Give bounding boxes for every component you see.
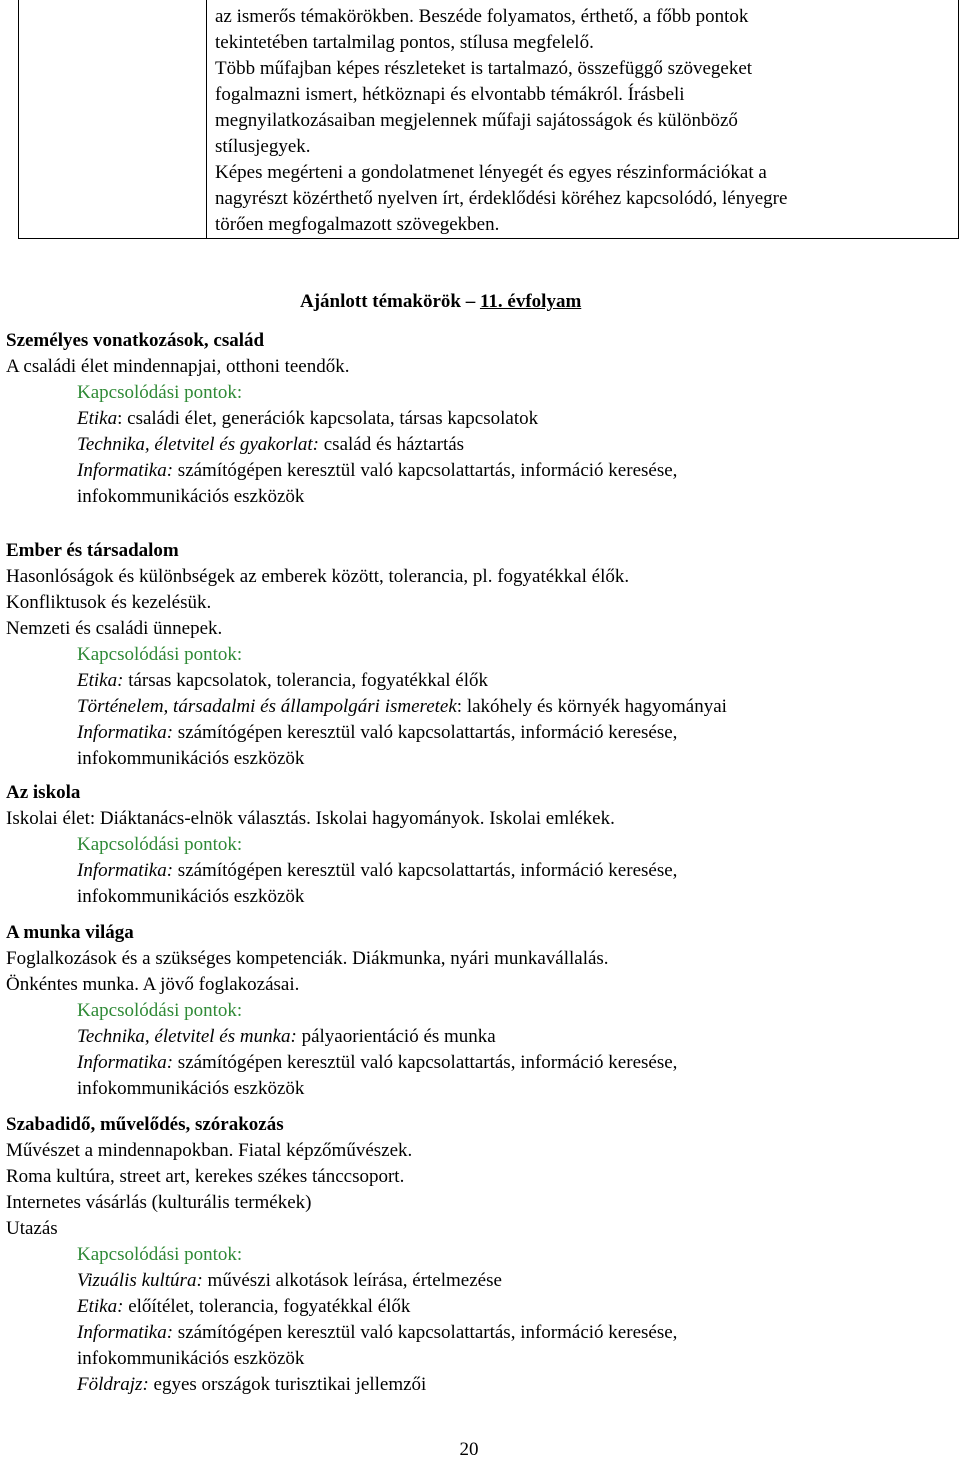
- connection-subject: Informatika:: [77, 1322, 174, 1343]
- topic-section: [6, 328, 946, 510]
- connection-text: család és háztartás: [319, 434, 465, 455]
- section-spacer: [6, 1102, 946, 1112]
- connection-subject: Informatika:: [77, 860, 174, 881]
- connection-subject: Etika: [77, 408, 118, 429]
- connection-line: [77, 458, 946, 484]
- connection-line: [77, 1024, 946, 1050]
- section-title: Ember és társadalom: [6, 540, 179, 561]
- connections-label: Kapcsolódási pontok:: [77, 1244, 243, 1265]
- connection-text: számítógépen keresztül való kapcsolattartás, információ keresése,: [173, 1322, 678, 1343]
- topic-line: Roma kultúra, street art, kerekes székes tánccsoport.: [6, 1166, 405, 1187]
- connection-subject: Etika:: [77, 1296, 124, 1317]
- description-line: stílusjegyek.: [215, 136, 311, 157]
- section-spacer: [6, 910, 946, 920]
- description-line: megnyilatkozásaiban megjelennek műfaji sajátosságok és különböző: [215, 110, 738, 131]
- topic-section: [6, 1112, 946, 1398]
- section-title: Az iskola: [6, 782, 81, 803]
- topic-line: Konfliktusok és kezelésük.: [6, 592, 212, 613]
- topic-line: Önkéntes munka. A jövő foglakozásai.: [6, 974, 300, 995]
- connection-subject: Informatika:: [77, 722, 174, 743]
- connection-text: infokommunikációs eszközök: [77, 748, 305, 769]
- connection-line: [77, 884, 946, 910]
- connection-line: [77, 484, 946, 510]
- connection-text: pályaorientáció és munka: [296, 1026, 496, 1047]
- description-line: az ismerős témakörökben. Beszéde folyamatos, érthető, a főbb pontok: [215, 6, 749, 27]
- connection-subject: Vizuális kultúra:: [77, 1270, 203, 1291]
- description-line: Képes megérteni a gondolatmenet lényegét és egyes részinformációkat a: [215, 162, 767, 183]
- connection-subject: Technika, életvitel és gyakorlat:: [77, 434, 319, 455]
- topic-line: Internetes vásárlás (kulturális termékek): [6, 1192, 312, 1213]
- connection-text: számítógépen keresztül való kapcsolattartás, információ keresése,: [173, 722, 678, 743]
- connection-text: : lakóhely és környék hagyományai: [456, 696, 727, 717]
- connection-line: [77, 1346, 946, 1372]
- competency-table: [18, 0, 959, 239]
- topic-section: [6, 538, 946, 772]
- topic-line: A családi élet mindennapjai, otthoni teendők.: [6, 356, 350, 377]
- topics-content: [6, 328, 946, 1398]
- connection-text: számítógépen keresztül való kapcsolattartás, információ keresése,: [173, 860, 678, 881]
- description-line: tekintetében tartalmilag pontos, stílusa megfelelő.: [215, 32, 594, 53]
- connection-subject: Informatika:: [77, 1052, 174, 1073]
- connection-line: [77, 1294, 946, 1320]
- section-spacer: [6, 772, 946, 780]
- topic-section: [6, 920, 946, 1102]
- connections-block: [6, 998, 946, 1102]
- connections-label: Kapcsolódási pontok:: [77, 1000, 243, 1021]
- page-heading: [300, 289, 581, 315]
- connections-label: Kapcsolódási pontok:: [77, 382, 243, 403]
- connection-text: egyes országok turisztikai jellemzői: [148, 1374, 427, 1395]
- connections-label: Kapcsolódási pontok:: [77, 834, 243, 855]
- topic-section: [6, 780, 946, 910]
- description-line: fogalmazni ismert, hétköznapi és elvontabb témákról. Írásbeli: [215, 84, 685, 105]
- competency-description-cell: [207, 0, 959, 239]
- topic-line: Foglalkozások és a szükséges kompetenciák. Diákmunka, nyári munkavállalás.: [6, 948, 609, 969]
- section-title: A munka világa: [6, 922, 134, 943]
- connection-subject: Informatika:: [77, 460, 174, 481]
- topic-line: Művészet a mindennapokban. Fiatal képzőművészek.: [6, 1140, 413, 1161]
- connection-line: [77, 1076, 946, 1102]
- description-line: Több műfajban képes részleteket is tartalmazó, összefüggő szövegeket: [215, 58, 753, 79]
- heading-prefix: Ajánlott témakörök –: [300, 291, 480, 312]
- section-title: Szabadidő, művelődés, szórakozás: [6, 1114, 284, 1135]
- connection-text: előítélet, tolerancia, fogyatékkal élők: [123, 1296, 411, 1317]
- connection-line: [77, 858, 946, 884]
- connection-subject: Etika:: [77, 670, 124, 691]
- competency-label-cell: [19, 0, 207, 239]
- connection-line: [77, 694, 946, 720]
- topic-line: Utazás: [6, 1218, 58, 1239]
- topic-line: Nemzeti és családi ünnepek.: [6, 618, 223, 639]
- connection-line: [77, 1372, 946, 1398]
- connection-text: művészi alkotások leírása, értelmezése: [202, 1270, 502, 1291]
- description-line: nagyrészt közérthető nyelven írt, érdeklődési köréhez kapcsolódó, lényegre: [215, 188, 788, 209]
- connection-line: [77, 1320, 946, 1346]
- connections-block: [6, 832, 946, 910]
- competency-row: [19, 0, 959, 239]
- connection-text: infokommunikációs eszközök: [77, 886, 305, 907]
- topic-line: Hasonlóságok és különbségek az emberek között, tolerancia, pl. fogyatékkal élők.: [6, 566, 630, 587]
- connection-text: társas kapcsolatok, tolerancia, fogyatékkal élők: [123, 670, 488, 691]
- connection-subject: Történelem, társadalmi és állampolgári ismeretek: [77, 696, 457, 717]
- description-line: törően megfogalmazott szövegekben.: [215, 214, 500, 235]
- connection-text: infokommunikációs eszközök: [77, 486, 305, 507]
- connection-text: infokommunikációs eszközök: [77, 1078, 305, 1099]
- connection-subject: Technika, életvitel és munka:: [77, 1026, 297, 1047]
- connection-text: infokommunikációs eszközök: [77, 1348, 305, 1369]
- heading-grade: 11. évfolyam: [479, 291, 582, 312]
- connections-block: [6, 642, 946, 772]
- connections-label: Kapcsolódási pontok:: [77, 644, 243, 665]
- connection-line: [77, 720, 946, 746]
- section-spacer: [6, 510, 946, 538]
- connection-line: [77, 406, 946, 432]
- connection-text: számítógépen keresztül való kapcsolattartás, információ keresése,: [173, 1052, 678, 1073]
- topic-line: Iskolai élet: Diáktanács-elnök választás. Iskolai hagyományok. Iskolai emlékek.: [6, 808, 615, 829]
- section-title: Személyes vonatkozások, család: [6, 330, 265, 351]
- page-number: 20: [459, 1439, 479, 1460]
- connection-line: [77, 1268, 946, 1294]
- connection-subject: Földrajz:: [77, 1374, 149, 1395]
- connections-block: [6, 380, 946, 510]
- connection-line: [77, 432, 946, 458]
- connections-block: [6, 1242, 946, 1398]
- connection-line: [77, 746, 946, 772]
- connection-text: számítógépen keresztül való kapcsolattartás, információ keresése,: [173, 460, 678, 481]
- connection-line: [77, 668, 946, 694]
- connection-line: [77, 1050, 946, 1076]
- connection-text: : családi élet, generációk kapcsolata, társas kapcsolatok: [117, 408, 539, 429]
